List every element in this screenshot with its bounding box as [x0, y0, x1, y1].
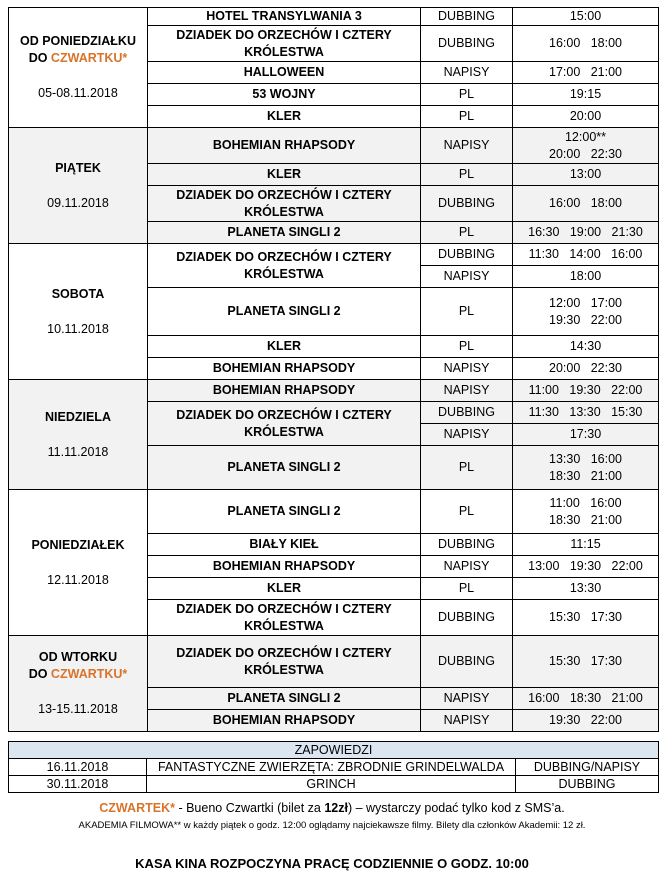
- movie-version: DUBBING: [421, 8, 513, 26]
- movie-title: DZIADEK DO ORZECHÓW I CZTERY KRÓLESTWA: [148, 600, 421, 636]
- movie-title: KLER: [148, 578, 421, 600]
- showtimes: [513, 402, 659, 424]
- showtimes: [513, 164, 659, 186]
- showtime-line: 11:30 13:30 15:30: [528, 405, 643, 419]
- showtime-line: 17:30: [569, 427, 602, 441]
- day-cell: [9, 636, 148, 732]
- showtime-line: 12:00 17:00: [549, 295, 622, 310]
- movie-version: NAPISY: [421, 358, 513, 380]
- showtime-line: 20:00 22:30: [549, 146, 622, 161]
- day-label-line: OD WTORKU: [38, 650, 118, 664]
- day-dates: 05-08.11.2018: [38, 86, 118, 100]
- day-label-accent: CZWARTKU*: [50, 667, 128, 681]
- showtimes: [513, 380, 659, 402]
- day-label: NIEDZIELA: [45, 409, 111, 424]
- day-label: SOBOTA: [51, 286, 105, 301]
- showtime-row: [9, 8, 659, 26]
- day-dates: 09.11.2018: [47, 195, 109, 210]
- showtime-row: [9, 244, 659, 266]
- showtimes: [513, 534, 659, 556]
- announcements-header: ZAPOWIEDZI: [9, 742, 659, 759]
- movie-title: PLANETA SINGLI 2: [148, 446, 421, 490]
- day-cell: [9, 8, 148, 128]
- showtime-line: 14:30: [569, 339, 602, 353]
- announcements-table: [8, 741, 659, 793]
- showtimes: [513, 600, 659, 636]
- showtimes: [513, 186, 659, 222]
- showtimes: [513, 84, 659, 106]
- showtime-line: 20:00: [569, 109, 602, 123]
- movie-title: PLANETA SINGLI 2: [148, 490, 421, 534]
- movie-title: DZIADEK DO ORZECHÓW I CZTERY KRÓLESTWA: [148, 244, 421, 288]
- movie-title: KLER: [148, 106, 421, 128]
- showtimes: [513, 62, 659, 84]
- movie-version: DUBBING: [421, 402, 513, 424]
- movie-version: PL: [421, 578, 513, 600]
- day-cell: [9, 128, 148, 244]
- schedule-table: [8, 7, 659, 732]
- showtime-line: 11:15: [570, 537, 601, 551]
- day-cell: [9, 244, 148, 380]
- czwartek-price: 12zł: [324, 801, 348, 815]
- announcement-title: GRINCH: [147, 776, 516, 793]
- day-label: PONIEDZIAŁEK: [31, 537, 125, 552]
- movie-title: DZIADEK DO ORZECHÓW I CZTERY KRÓLESTWA: [148, 636, 421, 688]
- showtimes: [513, 26, 659, 62]
- showtime-line: 16:00 18:00: [549, 196, 622, 210]
- announcement-date: 16.11.2018: [9, 759, 147, 776]
- showtime-line: 16:00 18:00: [549, 36, 622, 50]
- showtime-row: [9, 636, 659, 688]
- showtimes: [513, 710, 659, 732]
- box-office-notice: KASA KINA ROZPOCZYNA PRACĘ CODZIENNIE O GODZ. 10:00: [135, 856, 529, 871]
- showtimes: [513, 128, 659, 164]
- movie-title: DZIADEK DO ORZECHÓW I CZTERY KRÓLESTWA: [148, 402, 421, 446]
- showtime-line: 15:00: [569, 9, 602, 23]
- day-label-prefix: DO: [28, 667, 51, 681]
- announcement-version: DUBBING/NAPISY: [516, 759, 659, 776]
- showtimes: [513, 266, 659, 288]
- showtime-line: 11:30 14:00 16:00: [528, 247, 643, 261]
- showtime-line: 18:30 21:00: [549, 468, 622, 483]
- movie-version: NAPISY: [421, 128, 513, 164]
- movie-version: DUBBING: [421, 26, 513, 62]
- showtimes: [513, 636, 659, 688]
- showtimes: [513, 106, 659, 128]
- showtimes: [513, 556, 659, 578]
- showtimes: [513, 336, 659, 358]
- day-dates: 12.11.2018: [47, 572, 109, 587]
- showtime-row: [9, 128, 659, 164]
- showtime-line: 19:30 22:00: [549, 713, 622, 727]
- movie-title: BIAŁY KIEŁ: [148, 534, 421, 556]
- showtimes: [513, 8, 659, 26]
- movie-version: PL: [421, 288, 513, 336]
- showtimes: [513, 358, 659, 380]
- showtimes: [513, 222, 659, 244]
- showtime-line: 11:00 16:00: [549, 495, 622, 510]
- announcement-version: DUBBING: [516, 776, 659, 793]
- showtimes: [513, 244, 659, 266]
- announcement-row: [9, 776, 659, 793]
- day-label: [11, 649, 145, 683]
- day-dates: 13-15.11.2018: [38, 702, 118, 716]
- movie-title: BOHEMIAN RHAPSODY: [148, 710, 421, 732]
- showtime-line: 19:15: [569, 87, 602, 101]
- movie-title: PLANETA SINGLI 2: [148, 688, 421, 710]
- showtime-line: 12:00**: [564, 129, 606, 144]
- day-label-accent: CZWARTKU*: [50, 51, 128, 65]
- announcement-title: FANTASTYCZNE ZWIERZĘTA: ZBRODNIE GRINDELWALDA: [147, 759, 516, 776]
- akademia-footnote: [0, 820, 664, 831]
- movie-title: BOHEMIAN RHAPSODY: [148, 556, 421, 578]
- showtime-line: 13:30 16:00: [549, 451, 622, 466]
- movie-title: PLANETA SINGLI 2: [148, 288, 421, 336]
- day-label-prefix: DO: [28, 51, 51, 65]
- announcement-date: 30.11.2018: [9, 776, 147, 793]
- showtime-row: [9, 490, 659, 534]
- movie-version: PL: [421, 490, 513, 534]
- day-label: PIĄTEK: [55, 160, 101, 175]
- showtime-line: 11:00 19:30 22:00: [528, 383, 643, 397]
- movie-version: PL: [421, 84, 513, 106]
- czwartek-label: CZWARTEK*: [99, 801, 175, 815]
- day-label-line: OD PONIEDZIAŁKU: [20, 34, 136, 48]
- showtimes: [513, 688, 659, 710]
- showtime-line: 18:30 21:00: [549, 512, 622, 527]
- movie-title: DZIADEK DO ORZECHÓW I CZTERY KRÓLESTWA: [148, 186, 421, 222]
- day-dates: 11.11.2018: [47, 444, 109, 459]
- showtime-row: [9, 380, 659, 402]
- czwartek-text: - Bueno Czwartki (bilet za: [174, 801, 325, 815]
- movie-version: PL: [421, 164, 513, 186]
- movie-title: HALLOWEEN: [148, 62, 421, 84]
- movie-title: HOTEL TRANSYLWANIA 3: [148, 8, 421, 26]
- showtime-line: 16:30 19:00 21:30: [528, 225, 643, 239]
- movie-title: KLER: [148, 336, 421, 358]
- showtime-line: 16:00 18:30 21:00: [528, 691, 643, 705]
- movie-version: DUBBING: [421, 534, 513, 556]
- showtime-line: 19:30 22:00: [549, 312, 622, 327]
- movie-version: DUBBING: [421, 600, 513, 636]
- movie-version: NAPISY: [421, 688, 513, 710]
- movie-version: DUBBING: [421, 186, 513, 222]
- movie-title: 53 WOJNY: [148, 84, 421, 106]
- akademia-text: w każdy piątek o godz. 12:00 oglądamy najciekawsze filmy. Bilety dla członków Akademii: 12 zł.: [181, 820, 586, 831]
- day-cell: [9, 490, 148, 636]
- showtime-line: 13:00: [569, 167, 602, 181]
- movie-title: PLANETA SINGLI 2: [148, 222, 421, 244]
- showtime-line: 20:00 22:30: [549, 361, 622, 375]
- movie-version: NAPISY: [421, 380, 513, 402]
- showtime-line: 13:00 19:30 22:00: [528, 559, 643, 573]
- day-label: [11, 33, 145, 67]
- movie-version: NAPISY: [421, 424, 513, 446]
- movie-version: PL: [421, 336, 513, 358]
- showtime-line: 13:30: [569, 581, 602, 595]
- movie-title: BOHEMIAN RHAPSODY: [148, 358, 421, 380]
- czwartek-rest: ) – wystarczy podać tylko kod z SMS’a.: [347, 801, 565, 815]
- movie-title: DZIADEK DO ORZECHÓW I CZTERY KRÓLESTWA: [148, 26, 421, 62]
- movie-version: PL: [421, 222, 513, 244]
- movie-version: DUBBING: [421, 636, 513, 688]
- movie-version: NAPISY: [421, 62, 513, 84]
- movie-title: KLER: [148, 164, 421, 186]
- showtimes: [513, 446, 659, 490]
- showtimes: [513, 578, 659, 600]
- day-cell: [9, 380, 148, 490]
- showtimes: [513, 490, 659, 534]
- movie-version: DUBBING: [421, 244, 513, 266]
- announcement-row: [9, 759, 659, 776]
- akademia-label: AKADEMIA FILMOWA**: [78, 820, 182, 831]
- movie-version: NAPISY: [421, 556, 513, 578]
- showtime-line: 17:00 21:00: [549, 65, 622, 79]
- showtimes: [513, 424, 659, 446]
- movie-title: BOHEMIAN RHAPSODY: [148, 380, 421, 402]
- showtime-line: 15:30 17:30: [549, 654, 622, 668]
- showtimes: [513, 288, 659, 336]
- movie-version: NAPISY: [421, 710, 513, 732]
- day-dates: 10.11.2018: [47, 321, 109, 336]
- showtime-line: 18:00: [569, 269, 602, 283]
- movie-version: PL: [421, 446, 513, 490]
- movie-title: BOHEMIAN RHAPSODY: [148, 128, 421, 164]
- showtime-line: 15:30 17:30: [549, 610, 622, 624]
- czwartek-footnote: [0, 801, 664, 815]
- movie-version: NAPISY: [421, 266, 513, 288]
- movie-version: PL: [421, 106, 513, 128]
